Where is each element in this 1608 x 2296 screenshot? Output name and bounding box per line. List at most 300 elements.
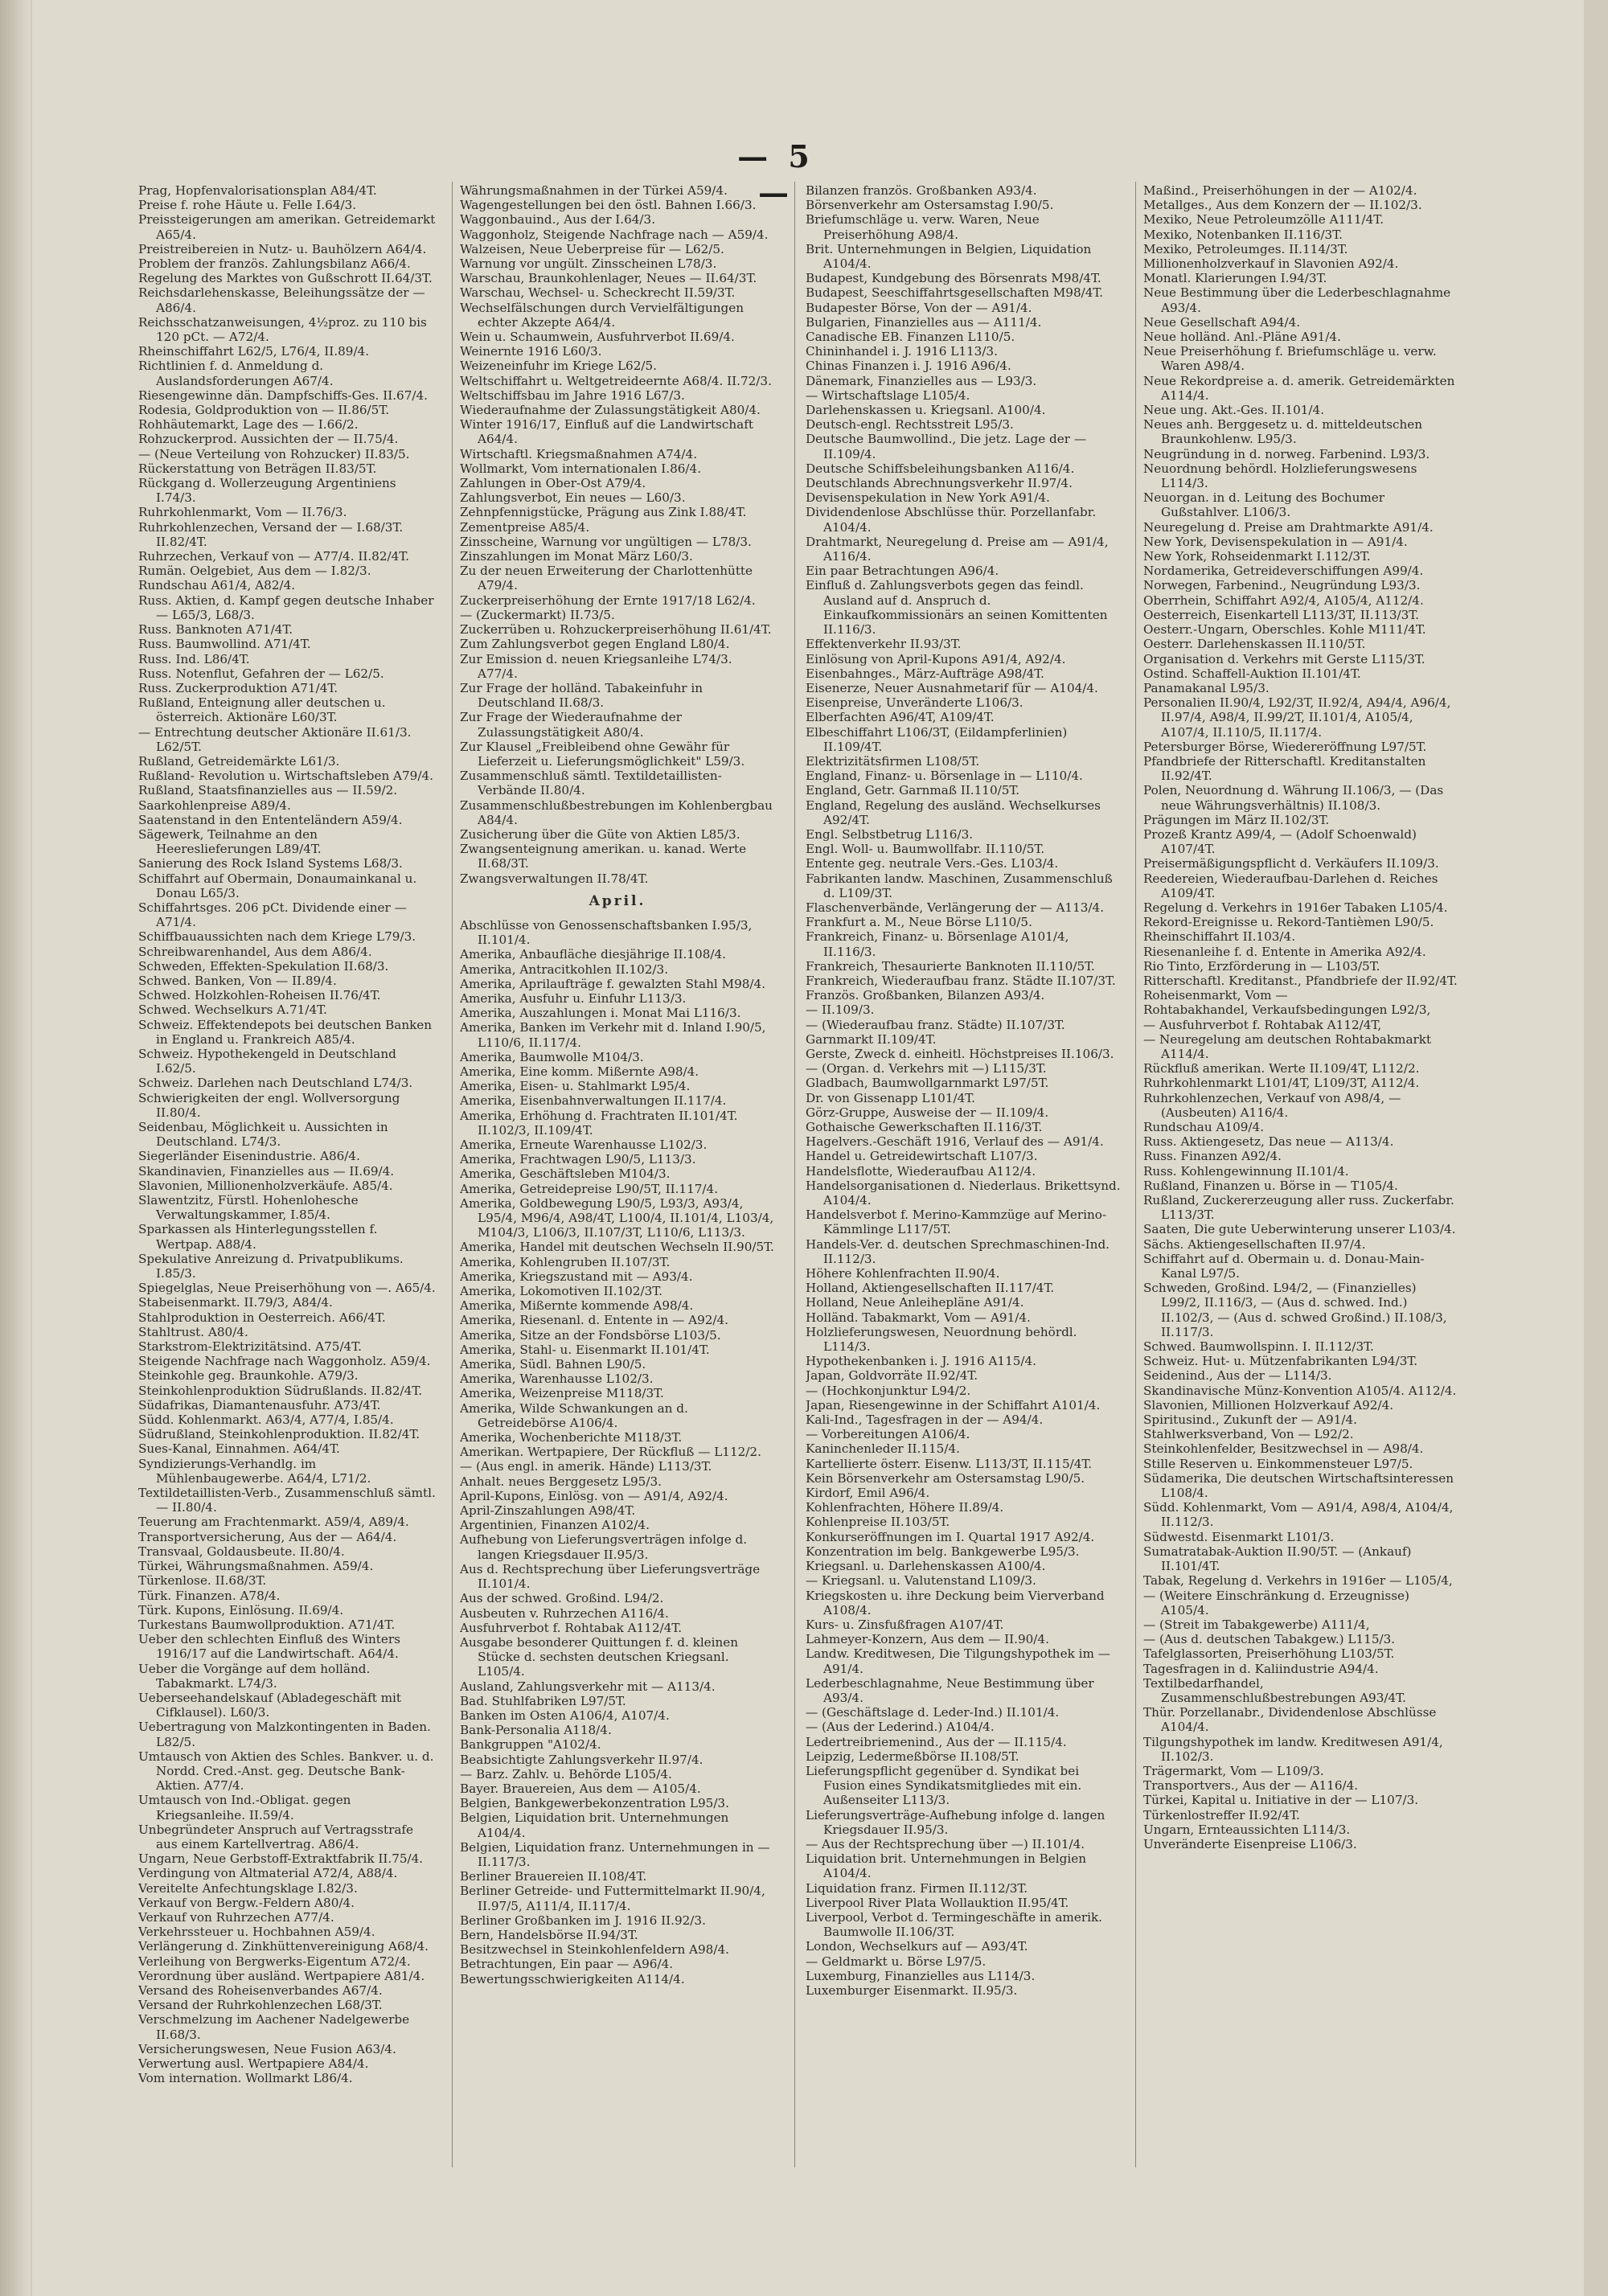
index-entry: Saarkohlenpreise A89/4. xyxy=(138,797,291,813)
index-entry: — (Aus d. deutschen Tabakgew.) L115/3. xyxy=(1143,1632,1396,1647)
index-entry: Amerika, Handel mit deutschen Wechseln II.90/5T. xyxy=(460,1240,774,1255)
index-entry: Wollmarkt, Vom internationalen I.86/4. xyxy=(460,461,702,476)
index-entry: Verkauf von Bergw.-Feldern A80/4. xyxy=(138,1895,355,1910)
index-entry: Amerika, Eisenbahnverwaltungen II.117/4. xyxy=(460,1093,727,1109)
index-entry: Rußland- Revolution u. Wirtschaftsleben A79/4. xyxy=(138,769,433,784)
index-entry: Schweiz. Hut- u. Mützenfabrikanten L94/3T. xyxy=(1143,1354,1418,1369)
index-entry: Ueberseehandelskauf (Abladegeschäft mit Cifklausel). L60/3. xyxy=(138,1690,401,1720)
index-entry: Russ. Finanzen A92/4. xyxy=(1143,1149,1282,1164)
index-entry: Verschmelzung im Aachener Nadelgewerbe II.68/3. xyxy=(138,2012,410,2042)
index-entry: Neugründung in d. norweg. Farbenind. L93/3. xyxy=(1143,446,1430,461)
index-entry: Amerika, Erneute Warenhausse L102/3. xyxy=(460,1138,708,1152)
index-entry: Weinernte 1916 L60/3. xyxy=(460,344,602,359)
index-entry: — (Aus engl. in amerik. Hände) L113/3T. xyxy=(460,1459,712,1474)
index-entry: Spekulative Anreizung d. Privatpublikums. I.85/3. xyxy=(138,1251,404,1281)
index-entry: Steinkohlenproduktion Südrußlands. II.82/4T. xyxy=(138,1383,423,1398)
index-entry: — Ausfuhrverbot f. Rohtabak A112/4T, xyxy=(1143,1017,1382,1032)
index-entry: Petersburger Börse, Wiedereröffnung L97/5T. xyxy=(1143,739,1427,754)
index-entry: Bank-Personalia A118/4. xyxy=(460,1723,612,1738)
index-entry: Ruhrzechen, Verkauf von — A77/4. II.82/4T. xyxy=(138,549,409,564)
index-entry: Zahlungsverbot, Ein neues — L60/3. xyxy=(460,490,686,506)
index-entry: Amerika, Frachtwagen L90/5, L113/3. xyxy=(460,1152,696,1167)
index-entry: Japan, Goldvorräte II.92/4T. xyxy=(806,1368,978,1384)
index-entry: Gothaische Gewerkschaften II.116/3T. xyxy=(806,1120,1043,1134)
index-entry: Liverpool River Plata Wollauktion II.95/4T. xyxy=(806,1895,1069,1910)
index-entry: Abschlüsse von Genossenschaftsbanken I.95/3, II.101/4. xyxy=(460,917,753,948)
index-entry: Stahlproduktion in Oesterreich. A66/4T. xyxy=(138,1310,386,1325)
index-entry: Prag, Hopfenvalorisationsplan A84/4T. xyxy=(138,183,377,198)
index-entry: Zusicherung über die Güte von Aktien L85/3. xyxy=(460,826,740,842)
index-entry: Handel u. Getreidewirtschaft L107/3. xyxy=(806,1149,1038,1164)
index-entry: Zur Emission d. neuen Kriegsanleihe L74/3. A77/4. xyxy=(460,651,732,681)
index-entry: — Geldmarkt u. Börse L97/5. xyxy=(806,1954,987,1969)
index-entry: Rußland, Staatsfinanzielles aus — II.59/2. xyxy=(138,783,398,798)
index-entry: Zinszahlungen im Monat März L60/3. xyxy=(460,549,693,564)
index-entry: Amerika, Mißernte kommende A98/4. xyxy=(460,1298,694,1314)
index-entry: Hypothekenbanken i. J. 1916 A115/4. xyxy=(806,1354,1037,1369)
index-entry: Lederbeschlagnahme, Neue Bestimmung über A93/4. xyxy=(806,1675,1094,1705)
index-entry: Zur Frage der Wiederaufnahme der Zulassungstätigkeit A80/4. xyxy=(460,710,683,740)
index-entry: Riesenanleihe f. d. Entente in Amerika A92/4. xyxy=(1143,944,1426,959)
index-entry: Verleihung von Bergwerks-Eigentum A72/4. xyxy=(138,1954,411,1969)
index-column-2 xyxy=(460,183,775,2169)
index-entry: Schiffahrtsges. 206 pCt. Dividende einer — A71/4. xyxy=(138,900,407,930)
index-entry: Neue Rekordpreise a. d. amerik. Getreidemärkten A114/4. xyxy=(1143,373,1455,403)
index-entry: Rußland, Getreidemärkte L61/3. xyxy=(138,753,340,769)
index-entry: Oesterr.-Ungarn, Oberschles. Kohle M111/4T. xyxy=(1143,622,1426,638)
index-entry: Amerika, Eisen- u. Stahlmarkt L95/4. xyxy=(460,1079,691,1094)
index-entry: Aus der schwed. Großind. L94/2. xyxy=(460,1591,664,1606)
index-entry: Spiegelglas, Neue Preiserhöhung von —. A65/4. xyxy=(138,1281,436,1296)
index-entry: Pfandbriefe der Ritterschaftl. Kreditanstalten II.92/4T. xyxy=(1143,753,1426,784)
index-entry: Sägewerk, Teilnahme an den Heereslieferungen L89/4T. xyxy=(138,826,322,857)
index-entry: Organisation d. Verkehrs mit Gerste L115/3T. xyxy=(1143,651,1425,666)
index-entry: Schiffahrt auf Obermain, Donaumainkanal u. Donau L65/3. xyxy=(138,871,417,900)
index-entry: Kartellierte österr. Eisenw. L113/3T, II.115/4T. xyxy=(806,1456,1093,1471)
index-entry: Devisenspekulation in New York A91/4. xyxy=(806,490,1050,506)
index-entry: Handels-Ver. d. deutschen Sprechmaschinen-Ind. II.112/3. xyxy=(806,1236,1110,1266)
index-entry: Chininhandel i. J. 1916 L113/3. xyxy=(806,344,998,359)
index-entry: Stabeisenmarkt. II.79/3, A84/4. xyxy=(138,1295,333,1310)
index-entry: Sumatratabak-Auktion II.90/5T. — (Ankauf) II.101/4T. xyxy=(1143,1544,1412,1574)
index-entry: Drahtmarkt, Neuregelung d. Preise am — A91/4, A116/4. xyxy=(806,534,1109,564)
index-column-1 xyxy=(138,183,436,2169)
index-entry: — (Organ. d. Verkehrs mit —) L115/3T. xyxy=(806,1061,1047,1076)
index-entry: — (Hochkonjunktur L94/2. xyxy=(806,1383,971,1398)
index-entry: Zuckerrüben u. Rohzuckerpreiserhöhung II.61/4T. xyxy=(460,622,772,638)
index-entry: Darlehenskassen u. Kriegsanl. A100/4. xyxy=(806,403,1046,418)
index-entry: Amerikan. Wertpapiere, Der Rückfluß — L112/2. xyxy=(460,1445,761,1460)
index-entry: Oesterreich, Eisenkartell L113/3T, II.113/3T. xyxy=(1143,607,1420,622)
index-entry: Höhere Kohlenfrachten II.90/4. xyxy=(806,1266,1000,1281)
index-entry: Ruhrkohlenmarkt L101/4T, L109/3T, A112/4. xyxy=(1143,1076,1420,1091)
index-entry: Zahlungen in Ober-Ost A79/4. xyxy=(460,476,646,491)
index-entry: Lahmeyer-Konzern, Aus dem — II.90/4. xyxy=(806,1632,1049,1647)
index-entry: Uebertragung von Malzkontingenten in Baden. L82/5. xyxy=(138,1720,431,1749)
index-entry: Ausbeuten v. Ruhrzechen A116/4. xyxy=(460,1605,669,1621)
index-entry: Holland, Aktiengesellschaften II.117/4T. xyxy=(806,1281,1055,1296)
index-entry: Dänemark, Finanzielles aus — L93/3. xyxy=(806,373,1037,388)
index-entry: Schweiz. Darlehen nach Deutschland L74/3. xyxy=(138,1076,413,1091)
index-entry: Neuordnung behördl. Holzlieferungswesens L114/3. xyxy=(1143,461,1417,491)
index-entry: Neuorgan. in d. Leitung des Bochumer Gußstahlver. L106/3. xyxy=(1143,490,1385,520)
index-entry: Kriegskosten u. ihre Deckung beim Vierverband A108/4. xyxy=(806,1588,1105,1617)
index-entry: Berliner Getreide- und Futtermittelmarkt II.90/4, II.97/5, A111/4, II.117/4. xyxy=(460,1884,765,1913)
index-entry: Französ. Großbanken, Bilanzen A93/4. xyxy=(806,988,1045,1003)
index-entry: Russ. Aktien, d. Kampf gegen deutsche Inhaber — L65/3, L68/3. xyxy=(138,592,434,622)
index-entry: Slavonien, Millionen Holzverkauf A92/4. xyxy=(1143,1397,1394,1412)
index-entry: Sues-Kanal, Einnahmen. A64/4T. xyxy=(138,1441,340,1457)
index-entry: New York, Rohseidenmarkt I.112/3T. xyxy=(1143,549,1371,564)
index-entry: Zinsscheine, Warnung vor ungültigen — L78/3. xyxy=(460,534,752,549)
index-entry: New York, Devisenspekulation in — A91/4. xyxy=(1143,534,1408,549)
index-entry: April-Zinszahlungen A98/4T. xyxy=(460,1503,636,1519)
index-entry: Preisermäßigungspflicht d. Verkäufers II.109/3. xyxy=(1143,856,1439,871)
index-entry: — (Zuckermarkt) II.73/5. xyxy=(460,607,615,622)
index-entry: Preistreibereien in Nutz- u. Bauhölzern A64/4. xyxy=(138,241,427,256)
index-entry: Spiritusind., Zukunft der — A91/4. xyxy=(1143,1412,1357,1428)
index-entry: Bern, Handelsbörse II.94/3T. xyxy=(460,1927,638,1942)
index-entry: Amerika, Eine komm. Mißernte A98/4. xyxy=(460,1064,699,1079)
index-entry: Flaschenverbände, Verlängerung der — A113/4. xyxy=(806,900,1105,915)
index-entry: Gerste, Zweck d. einheitl. Höchstpreises II.106/3. xyxy=(806,1046,1114,1061)
index-entry: Südafrikas, Diamantenausfuhr. A73/4T. xyxy=(138,1397,381,1412)
index-entry: Türkei, Kapital u. Initiative in der — L107/3. xyxy=(1143,1793,1419,1808)
index-entry: Zur Frage der holländ. Tabakeinfuhr in Deutschland II.68/3. xyxy=(460,680,703,711)
index-entry: Ruhrkohlenmarkt, Vom — II.76/3. xyxy=(138,505,347,520)
index-entry: Russ. Ind. L86/4T. xyxy=(138,651,250,666)
index-entry: Deutsche Schiffsbeleihungsbanken A116/4. xyxy=(806,461,1075,476)
index-entry: Kurs- u. Zinsfußfragen A107/4T. xyxy=(806,1617,1004,1632)
index-entry: Warschau, Braunkohlenlager, Neues — II.64/3T. xyxy=(460,271,757,286)
index-entry: Walzeisen, Neue Ueberpreise für — L62/5. xyxy=(460,241,724,256)
index-entry: Tafelglassorten, Preiserhöhung L103/5T. xyxy=(1143,1646,1395,1662)
index-entry: Amerika, Goldbewegung L90/5, L93/3, A93/4, L95/4, M96/4, A98/4T, L100/4, II.101/4, L103/4, M104/3, L106/3, II.107/3T, L110/6, L113/3. xyxy=(460,1195,774,1240)
index-entry: Rodesia, Goldproduktion von — II.86/5T. xyxy=(138,403,390,418)
index-entry: Kriegsanl. u. Darlehenskassen A100/4. xyxy=(806,1559,1046,1574)
index-entry: Frankfurt a. M., Neue Börse L110/5. xyxy=(806,915,1032,930)
index-entry: Hagelvers.-Geschäft 1916, Verlauf des — A91/4. xyxy=(806,1134,1104,1150)
index-entry: Umtausch von Aktien des Schles. Bankver. u. d. Nordd. Cred.-Anst. geg. Deutsche Bank-Aktien. A77/4. xyxy=(138,1749,434,1794)
index-entry: Holland, Neue Anleihepläne A91/4. xyxy=(806,1295,1024,1310)
index-entry: Frankreich, Wiederaufbau franz. Städte II.107/3T. xyxy=(806,973,1116,988)
index-entry: Verordnung über ausländ. Wertpapiere A81/4. xyxy=(138,1968,425,1983)
index-entry: Versand des Roheisenverbandes A67/4. xyxy=(138,1982,383,1998)
index-entry: Polen, Neuordnung d. Währung II.106/3, — (Das neue Währungsverhältnis) II.108/3. xyxy=(1143,783,1444,813)
index-entry: Ungarn, Ernteaussichten L114/3. xyxy=(1143,1822,1351,1837)
index-entry: Bad. Stuhlfabriken L97/5T. xyxy=(460,1693,626,1708)
index-entry: Preise f. rohe Häute u. Felle I.64/3. xyxy=(138,198,357,213)
index-entry: Bilanzen französ. Großbanken A93/4. xyxy=(806,183,1037,198)
index-entry: Versicherungswesen, Neue Fusion A63/4. xyxy=(138,2041,396,2056)
index-entry: Rußland, Finanzen u. Börse in — T105/4. xyxy=(1143,1178,1398,1193)
index-entry: Luxemburg, Finanzielles aus L114/3. xyxy=(806,1968,1036,1983)
index-entry: Richtlinien f. d. Anmeldung d. Auslandsforderungen A67/4. xyxy=(138,359,334,388)
index-entry: Amerika, Weizenpreise M118/3T. xyxy=(460,1386,664,1401)
index-entry: Schiffahrt auf d. Obermain u. d. Donau-Main-Kanal L97/5. xyxy=(1143,1251,1425,1281)
index-entry: Riesengewinne dän. Dampfschiffs-Ges. II.67/4. xyxy=(138,387,428,403)
index-entry: Elberfachten A96/4T, A109/4T. xyxy=(806,710,995,725)
index-entry: Steinkohle geg. Braunkohle. A79/3. xyxy=(138,1368,359,1384)
index-entry: — Aus der Rechtsprechung über —) II.101/4. xyxy=(806,1836,1085,1851)
index-entry: Konkurseröffnungen im I. Quartal 1917 A92/4. xyxy=(806,1529,1095,1544)
index-entry: Amerika, Lokomotiven II.102/3T. xyxy=(460,1284,662,1299)
index-entry: Amerika, Sitze an der Fondsbörse L103/5. xyxy=(460,1327,721,1343)
index-entry: Kali-Ind., Tagesfragen in der — A94/4. xyxy=(806,1412,1044,1428)
index-entry: Banken im Osten A106/4, A107/4. xyxy=(460,1708,670,1723)
index-entry: Rundschau A109/4. xyxy=(1143,1120,1265,1134)
index-entry: Ungarn, Neue Gerbstoff-Extraktfabrik II.75/4. xyxy=(138,1851,424,1867)
index-entry: Schweden, Großind. L94/2, — (Finanzielles) L99/2, II.116/3, — (Aus d. schwed. Ind.) II.102/3, — (Aus d. schwed Großind.) II.108/3, II.117/3. xyxy=(1143,1281,1447,1339)
index-entry: Personalien II.90/4, L92/3T, II.92/4, A94/4, A96/4, II.97/4, A98/4, II.99/2T, II.101/4, A105/4, A107/4, II.110/5, II.117/4. xyxy=(1143,695,1451,740)
index-entry: Rio Tinto, Erzförderung in — L103/5T. xyxy=(1143,958,1380,974)
index-entry: Slawentzitz, Fürstl. Hohenlohesche Verwaltungskammer, I.85/4. xyxy=(138,1193,359,1223)
index-entry: Rückfluß amerikan. Werte II.109/4T, L112/2. xyxy=(1143,1061,1420,1076)
index-entry: Holländ. Tabakmarkt, Vom — A91/4. xyxy=(806,1310,1031,1325)
index-entry: Fabrikanten landw. Maschinen, Zusammenschluß d. L109/3T. xyxy=(806,871,1113,900)
index-entry: Amerika, Riesenanl. d. Entente in — A92/4. xyxy=(460,1313,728,1328)
index-entry: Umtausch von Ind.-Obligat. gegen Kriegsanleihe. II.59/4. xyxy=(138,1793,351,1822)
index-entry: Wirtschaftl. Kriegsmaßnahmen A74/4. xyxy=(460,446,698,461)
index-entry: Saatenstand in den Ententeländern A59/4. xyxy=(138,812,403,827)
index-entry: Berliner Brauereien II.108/4T. xyxy=(460,1869,647,1884)
index-entry: Wein u. Schaumwein, Ausfuhrverbot II.69/4. xyxy=(460,330,735,345)
index-entry: England, Regelung des ausländ. Wechselkurses A92/4T. xyxy=(806,797,1101,827)
index-entry: Syndizierungs-Verhandlg. im Mühlenbaugewerbe. A64/4, L71/2. xyxy=(138,1456,371,1486)
index-entry: Deutschlands Abrechnungsverkehr II.97/4. xyxy=(806,476,1073,491)
index-entry: Warnung vor ungült. Zinsscheinen L78/3. xyxy=(460,256,717,272)
index-entry: Bayer. Brauereien, Aus dem — A105/4. xyxy=(460,1781,701,1796)
index-entry: Berliner Großbanken im J. 1916 II.92/3. xyxy=(460,1913,706,1928)
index-entry: Amerika, Ausfuhr u. Einfuhr L113/3. xyxy=(460,990,687,1006)
index-entry: Russ. Zuckerproduktion A71/4T. xyxy=(138,680,338,695)
index-entry: Börsenverkehr am Ostersamstag I.90/5. xyxy=(806,198,1054,213)
index-entry: Amerika, Geschäftsleben M104/3. xyxy=(460,1166,671,1182)
column-rule xyxy=(1135,182,1136,2167)
index-entry: — (Streit im Tabakgewerbe) A111/4, xyxy=(1143,1617,1370,1632)
index-entry: Tabak, Regelung d. Verkehrs in 1916er — L105/4, xyxy=(1143,1573,1453,1589)
index-entry: Effektenverkehr II.93/3T. xyxy=(806,637,962,652)
index-entry: Belgien, Liquidation brit. Unternehmungen A104/4. xyxy=(460,1810,729,1840)
index-entry: Schweiz. Effektendepots bei deutschen Banken in England u. Frankreich A85/4. xyxy=(138,1017,433,1047)
index-entry: Waggonholz, Steigende Nachfrage nach — A59/4. xyxy=(460,227,769,242)
index-entry: Eisenerze, Neuer Ausnahmetarif für — A104/4. xyxy=(806,680,1098,695)
index-entry: Ledertreibriemenind., Aus der — II.115/4. xyxy=(806,1734,1067,1749)
index-entry: Türk. Kupons, Einlösung. II.69/4. xyxy=(138,1602,344,1617)
index-entry: Oesterr. Darlehenskassen II.110/5T. xyxy=(1143,637,1366,652)
index-entry: Problem der französ. Zahlungsbilanz A66/4. xyxy=(138,256,411,272)
index-entry: Südrußland, Steinkohlenproduktion. II.82/4T. xyxy=(138,1427,420,1442)
page-number: — 5 — xyxy=(737,138,814,211)
index-entry: Transportvers., Aus der — A116/4. xyxy=(1143,1778,1359,1794)
index-entry: Südwestd. Eisenmarkt L101/3. xyxy=(1143,1529,1335,1544)
index-entry: Amerika, Stahl- u. Eisenmarkt II.101/4T. xyxy=(460,1342,710,1357)
index-entry: Holzlieferungswesen, Neuordnung behördl. L114/3. xyxy=(806,1324,1077,1355)
index-entry: Währungsmaßnahmen in der Türkei A59/4. xyxy=(460,183,728,198)
index-entry: Ausland, Zahlungsverkehr mit — A113/4. xyxy=(460,1679,716,1694)
index-entry: Warschau, Wechsel- u. Scheckrecht II.59/3T. xyxy=(460,285,736,301)
index-entry: Regelung d. Verkehrs in 1916er Tabaken L105/4. xyxy=(1143,900,1448,915)
index-entry: Zusammenschlußbestrebungen im Kohlenbergbau A84/4. xyxy=(460,797,773,827)
index-entry: Neue holländ. Anl.-Pläne A91/4. xyxy=(1143,330,1341,345)
index-entry: Ueber den schlechten Einfluß des Winters 1916/17 auf die Landwirtschaft. A64/4. xyxy=(138,1632,400,1662)
index-entry: Skandinavien, Finanzielles aus — II.69/4. xyxy=(138,1163,395,1179)
index-entry: Neue Preiserhöhung f. Briefumschläge u. verw. Waren A98/4. xyxy=(1143,344,1437,374)
index-entry: — Wirtschaftslage L105/4. xyxy=(806,387,970,403)
index-entry: Regelung des Marktes von Gußschrott II.64/3T. xyxy=(138,271,433,286)
index-entry: Zuckerpreiserhöhung der Ernte 1917/18 L62/4. xyxy=(460,592,756,608)
index-entry: Engl. Selbstbetrug L116/3. xyxy=(806,826,974,842)
index-entry: Türkenlostreffer II.92/4T. xyxy=(1143,1807,1300,1822)
index-entry: Schwierigkeiten der engl. Wollversorgung II.80/4. xyxy=(138,1090,400,1120)
index-entry: Metallges., Aus dem Konzern der — II.102/3. xyxy=(1143,198,1422,213)
index-entry: Amerika, Kriegszustand mit — A93/4. xyxy=(460,1269,693,1284)
index-entry: — Vorbereitungen A106/4. xyxy=(806,1427,970,1442)
index-entry: Wechselfälschungen durch Vervielfältigungen echter Akzepte A64/4. xyxy=(460,300,745,330)
index-entry: Schweden, Effekten-Spekulation II.68/3. xyxy=(138,958,389,974)
index-entry: Turkestans Baumwollproduktion. A71/4T. xyxy=(138,1617,396,1632)
index-entry: Zehnpfennigstücke, Prägung aus Zink I.88/4T. xyxy=(460,505,747,520)
index-entry: Monatl. Klarierungen I.94/3T. xyxy=(1143,271,1327,286)
index-entry: — Entrechtung deutscher Aktionäre II.61/3. L62/5T. xyxy=(138,724,412,754)
index-entry: Rundschau A61/4, A82/4. xyxy=(138,578,296,593)
index-entry: Textildetaillisten-Verb., Zusammenschluß sämtl. — II.80/4. xyxy=(138,1486,436,1515)
index-entry: — (Geschäftslage d. Leder-Ind.) II.101/4. xyxy=(806,1705,1060,1720)
index-entry: Rohhäutemarkt, Lage des — I.66/2. xyxy=(138,417,359,433)
index-entry: Weltschiffahrt u. Weltgetreideernte A68/4. II.72/3. xyxy=(460,373,772,388)
index-entry: Russ. Banknoten A71/4T. xyxy=(138,622,293,638)
index-entry: Besitzwechsel in Steinkohlenfeldern A98/4. xyxy=(460,1942,729,1958)
index-entry: Sparkassen als Hinterlegungsstellen f. Wertpap. A88/4. xyxy=(138,1222,378,1252)
index-entry: Kohlenpreise II.103/5T. xyxy=(806,1515,950,1530)
index-entry: Zwangsverwaltungen II.78/4T. xyxy=(460,871,649,886)
index-entry: Wagengestellungen bei den östl. Bahnen I.66/3. xyxy=(460,198,757,213)
index-entry: Kirdorf, Emil A96/4. xyxy=(806,1486,930,1501)
index-entry: Handelsorganisationen d. Niederlaus. Brikettsynd. A104/4. xyxy=(806,1178,1121,1208)
index-entry: Lieferungsverträge-Aufhebung infolge d. langen Kriegsdauer II.95/3. xyxy=(806,1807,1106,1837)
index-entry: Türkenlose. II.68/3T. xyxy=(138,1573,267,1589)
index-entry: Vom internation. Wollmarkt L86/4. xyxy=(138,2071,353,2086)
index-entry: Reichsschatzanweisungen, 4½proz. zu 110 bis 120 pCt. — A72/4. xyxy=(138,314,427,345)
index-entry: London, Wechselkurs auf — A93/4T. xyxy=(806,1939,1028,1954)
index-entry: Ein paar Betrachtungen A96/4. xyxy=(806,564,999,579)
index-entry: Eisenbahnges., März-Aufträge A98/4T. xyxy=(806,666,1044,681)
index-entry: Belgien, Liquidation franz. Unternehmungen in — II.117/3. xyxy=(460,1839,770,1869)
index-column-3 xyxy=(806,183,1121,2169)
index-entry: Seidenbau, Möglichkeit u. Aussichten in Deutschland. L74/3. xyxy=(138,1120,388,1150)
index-entry: Rumän. Oelgebiet, Aus dem — I.82/3. xyxy=(138,564,371,579)
index-entry: Landw. Kreditwesen, Die Tilgungshypothek im — A91/4. xyxy=(806,1646,1110,1676)
index-entry: Sanierung des Rock Island Systems L68/3. xyxy=(138,856,403,871)
index-entry: Steinkohlenfelder, Besitzwechsel in — A98/4. xyxy=(1143,1441,1424,1457)
index-entry: Mexiko, Notenbanken II.116/3T. xyxy=(1143,227,1343,242)
index-entry: Transvaal, Goldausbeute. II.80/4. xyxy=(138,1544,345,1559)
index-entry: Ruhrkohlenzechen, Versand der — I.68/3T. II.82/4T. xyxy=(138,519,404,549)
index-entry: Teuerung am Frachtenmarkt. A59/4, A89/4. xyxy=(138,1515,409,1530)
index-entry: Briefumschläge u. verw. Waren, Neue Preiserhöhung A98/4. xyxy=(806,212,1040,242)
index-entry: Neue Gesellschaft A94/4. xyxy=(1143,314,1301,330)
index-entry: Rußland, Enteignung aller deutschen u. österreich. Aktionäre L60/3T. xyxy=(138,695,386,725)
index-entry: Rheinschiffahrt II.103/4. xyxy=(1143,929,1296,945)
index-entry: Amerika, Südl. Bahnen L90/5. xyxy=(460,1357,646,1372)
index-entry: Amerika, Kohlengruben II.107/3T. xyxy=(460,1254,671,1269)
index-entry: Zum Zahlungsverbot gegen England L80/4. xyxy=(460,637,730,652)
index-entry: Schreibwarenhandel, Aus dem A86/4. xyxy=(138,944,372,959)
index-entry: Liquidation brit. Unternehmungen in Belgien A104/4. xyxy=(806,1851,1086,1881)
index-entry: Seidenind., Aus der — L114/3. xyxy=(1143,1368,1332,1384)
index-entry: Japan, Riesengewinne in der Schiffahrt A101/4. xyxy=(806,1397,1101,1412)
index-entry: Amerika, Getreidepreise L90/5T, II.117/4. xyxy=(460,1181,719,1196)
index-entry: Einlösung von April-Kupons A91/4, A92/4. xyxy=(806,651,1066,666)
index-entry: Waggonbauind., Aus der I.64/3. xyxy=(460,212,656,228)
index-entry: Einfluß d. Zahlungsverbots gegen das feindl. Ausland auf d. Anspruch d. Einkaufkommissionärs an seinen Komittenten II.116/3. xyxy=(806,578,1108,638)
index-entry: Ausgabe besonderer Quittungen f. d. kleinen Stücke d. sechsten deutschen Kriegsanl. L105/4. xyxy=(460,1634,739,1679)
index-entry: Reedereien, Wiederaufbau-Darlehen d. Reiches A109/4T. xyxy=(1143,871,1438,900)
index-entry: Schwed. Holzkohlen-Roheisen II.76/4T. xyxy=(138,988,381,1003)
index-entry: Zementpreise A85/4. xyxy=(460,519,590,535)
index-entry: Gladbach, Baumwollgarnmarkt L97/5T. xyxy=(806,1076,1049,1091)
index-entry: Ruhrkohlenzechen, Verkauf von A98/4, — (Ausbeuten) A116/4. xyxy=(1143,1090,1401,1120)
index-entry: Schwed. Banken, Von — II.89/4. xyxy=(138,973,337,988)
index-entry: Schiffbauaussichten nach dem Kriege L79/3. xyxy=(138,929,416,945)
index-entry: — (Aus der Lederind.) A104/4. xyxy=(806,1720,995,1735)
index-entry: Mexiko, Neue Petroleumzölle A111/4T. xyxy=(1143,212,1384,228)
index-entry: Stahlwerksverband, Von — L92/2. xyxy=(1143,1427,1354,1442)
index-entry: Trägermarkt, Vom — L109/3. xyxy=(1143,1763,1324,1778)
index-entry: Winter 1916/17, Einfluß auf die Landwirtschaft A64/4. xyxy=(460,417,753,447)
index-entry: Steigende Nachfrage nach Waggonholz. A59/4. xyxy=(138,1354,431,1369)
index-entry: Kein Börsenverkehr am Ostersamstag L90/5. xyxy=(806,1470,1085,1486)
index-entry: Russ. Notenflut, Gefahren der — L62/5. xyxy=(138,666,384,681)
index-entry: Panamakanal L95/3. xyxy=(1143,680,1270,695)
index-entry: Aus d. Rechtsprechung über Lieferungsverträge II.101/4. xyxy=(460,1561,761,1592)
index-entry: Amerika, Anbaufläche diesjährige II.108/4. xyxy=(460,947,726,962)
index-entry: Ueber die Vorgänge auf dem holländ. Tabakmarkt. L74/3. xyxy=(138,1661,371,1691)
index-entry: Schweiz. Hypothekengeld in Deutschland I.62/5. xyxy=(138,1046,396,1076)
index-entry: Amerika, Auszahlungen i. Monat Mai L116/3. xyxy=(460,1006,741,1021)
index-entry: Schwed. Wechselkurs A.71/4T. xyxy=(138,1002,327,1018)
index-entry: Russ. Kohlengewinnung II.101/4. xyxy=(1143,1163,1349,1179)
index-entry: Belgien, Bankgewerbekonzentration L95/3. xyxy=(460,1796,729,1811)
index-entry: — (Wiederaufbau franz. Städte) II.107/3T. xyxy=(806,1017,1065,1032)
index-entry: — Neuregelung am deutschen Rohtabakmarkt A114/4. xyxy=(1143,1031,1432,1061)
index-entry: Rückerstattung von Beträgen II.83/5T. xyxy=(138,461,377,476)
index-entry: Südamerika, Die deutschen Wirtschaftsinteressen L108/4. xyxy=(1143,1470,1454,1501)
index-entry: Rohzuckerprod. Aussichten der — II.75/4. xyxy=(138,432,399,447)
index-entry: Zwangsenteignung amerikan. u. kanad. Werte II.68/3T. xyxy=(460,842,747,871)
index-entry: Canadische EB. Finanzen L110/5. xyxy=(806,330,1015,345)
index-entry: Budapester Börse, Von der — A91/4. xyxy=(806,300,1032,315)
index-entry: Mexiko, Petroleumges. II.114/3T. xyxy=(1143,241,1348,256)
index-entry: Entente geg. neutrale Vers.-Ges. L103/4. xyxy=(806,856,1059,871)
index-entry: Betrachtungen, Ein paar — A96/4. xyxy=(460,1957,674,1972)
index-entry: Görz-Gruppe, Ausweise der — II.109/4. xyxy=(806,1105,1049,1120)
index-entry: Oberrhein, Schiffahrt A92/4, A105/4, A112/4. xyxy=(1143,592,1424,608)
index-entry: Stahltrust. A80/4. xyxy=(138,1324,248,1339)
index-entry: Russ. Aktiengesetz, Das neue — A113/4. xyxy=(1143,1134,1394,1150)
index-entry: Millionenholzverkauf in Slavonien A92/4. xyxy=(1143,256,1399,272)
index-entry: Sächs. Aktiengesellschaften II.97/4. xyxy=(1143,1236,1366,1252)
index-entry: Verdingung von Altmaterial A72/4, A88/4. xyxy=(138,1866,398,1881)
index-entry: Südd. Kohlenmarkt. A63/4, A77/4, I.85/4. xyxy=(138,1412,394,1428)
index-entry: Liquidation franz. Firmen II.112/3T. xyxy=(806,1880,1028,1896)
index-entry: Garnmarkt II.109/4T. xyxy=(806,1031,937,1047)
index-entry: Schwed. Baumwollspinn. I. II.112/3T. xyxy=(1143,1339,1374,1355)
index-entry: Amerika, Baumwolle M104/3. xyxy=(460,1049,644,1064)
index-entry: Skandinavische Münz-Konvention A105/4. A112/4. xyxy=(1143,1383,1457,1398)
index-entry: Stille Reserven u. Einkommensteuer L97/5. xyxy=(1143,1456,1413,1471)
index-entry: Neuregelung d. Preise am Drahtmarkte A91/4. xyxy=(1143,519,1434,535)
